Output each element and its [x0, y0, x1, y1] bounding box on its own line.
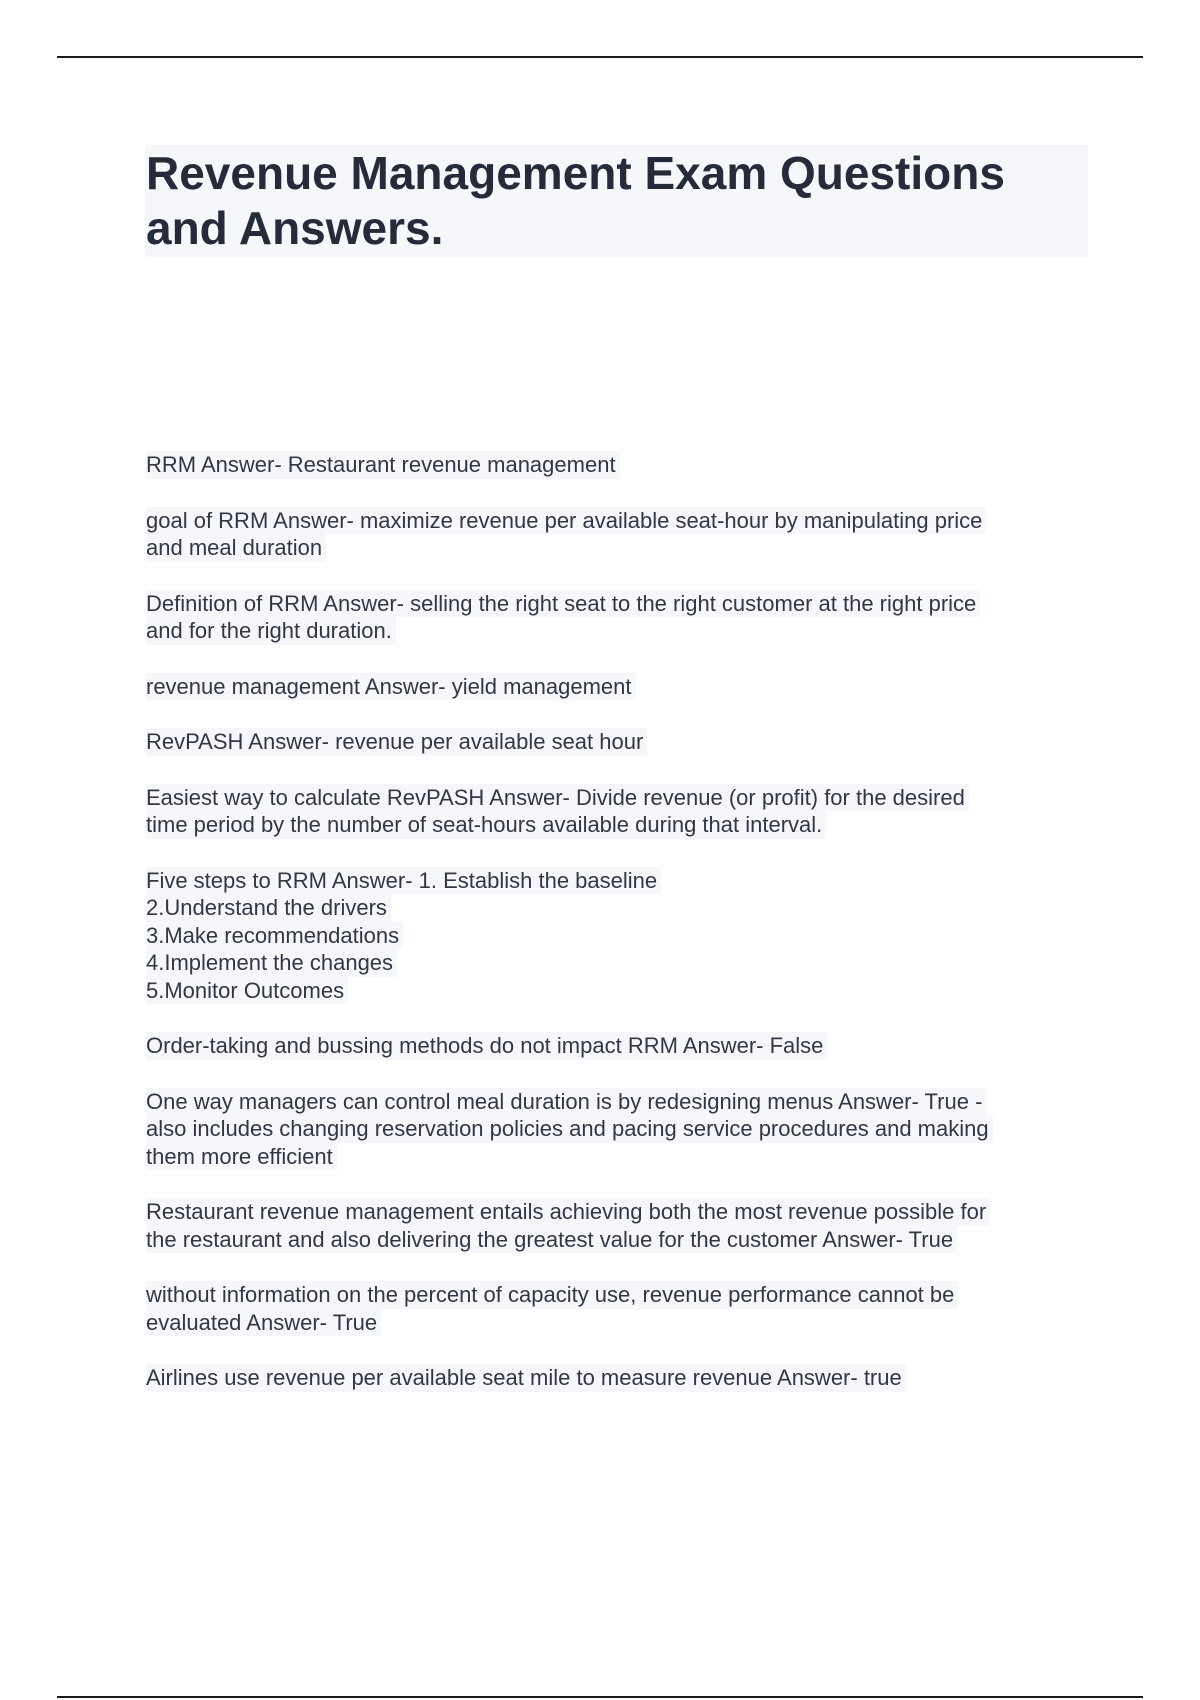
bottom-rule: [57, 1696, 1143, 1698]
qa-line: RevPASH Answer- revenue per available seat hour: [146, 728, 647, 756]
qa-line: Order-taking and bussing methods do not impact RRM Answer- False: [146, 1032, 827, 1060]
qa-line: RRM Answer- Restaurant revenue management: [146, 451, 620, 479]
qa-item: [146, 1364, 1086, 1392]
qa-item: [146, 1032, 1086, 1060]
qa-line: also includes changing reservation policies and pacing service procedures and making: [146, 1115, 993, 1143]
document-title: Revenue Management Exam Questions and Answers.: [146, 147, 1005, 254]
qa-line: Easiest way to calculate RevPASH Answer- Divide revenue (or profit) for the desired: [146, 784, 969, 812]
top-rule: [57, 56, 1143, 58]
qa-line: Restaurant revenue management entails achieving both the most revenue possible for: [146, 1198, 990, 1226]
qa-line: goal of RRM Answer- maximize revenue per available seat-hour by manipulating price: [146, 507, 986, 535]
qa-line: and meal duration: [146, 534, 326, 562]
qa-line: 2.Understand the drivers: [146, 894, 391, 922]
qa-line: Definition of RRM Answer- selling the right seat to the right customer at the right price: [146, 590, 980, 618]
qa-line: One way managers can control meal duration is by redesigning menus Answer- True -: [146, 1088, 986, 1116]
qa-line: Five steps to RRM Answer- 1. Establish the baseline: [146, 867, 661, 895]
qa-line: them more efficient: [146, 1143, 337, 1171]
qa-line: 3.Make recommendations: [146, 922, 403, 950]
qa-line: evaluated Answer- True: [146, 1309, 381, 1337]
qa-line: 5.Monitor Outcomes: [146, 977, 348, 1005]
qa-item: [146, 867, 1086, 1005]
qa-item: [146, 1088, 1086, 1171]
qa-item: [146, 590, 1086, 645]
qa-item: [146, 673, 1086, 701]
qa-line: and for the right duration.: [146, 617, 396, 645]
qa-line: Airlines use revenue per available seat mile to measure revenue Answer- true: [146, 1364, 906, 1392]
qa-line: 4.Implement the changes: [146, 949, 397, 977]
qa-item: [146, 1198, 1086, 1253]
qa-line: revenue management Answer- yield management: [146, 673, 636, 701]
qa-line: the restaurant and also delivering the greatest value for the customer Answer- True: [146, 1226, 957, 1254]
qa-item: [146, 451, 1086, 479]
qa-line: time period by the number of seat-hours available during that interval.: [146, 811, 826, 839]
qa-item: [146, 728, 1086, 756]
qa-item: [146, 507, 1086, 562]
qa-list: [146, 451, 1086, 1420]
qa-item: [146, 784, 1086, 839]
qa-line: without information on the percent of capacity use, revenue performance cannot be: [146, 1281, 958, 1309]
qa-item: [146, 1281, 1086, 1336]
